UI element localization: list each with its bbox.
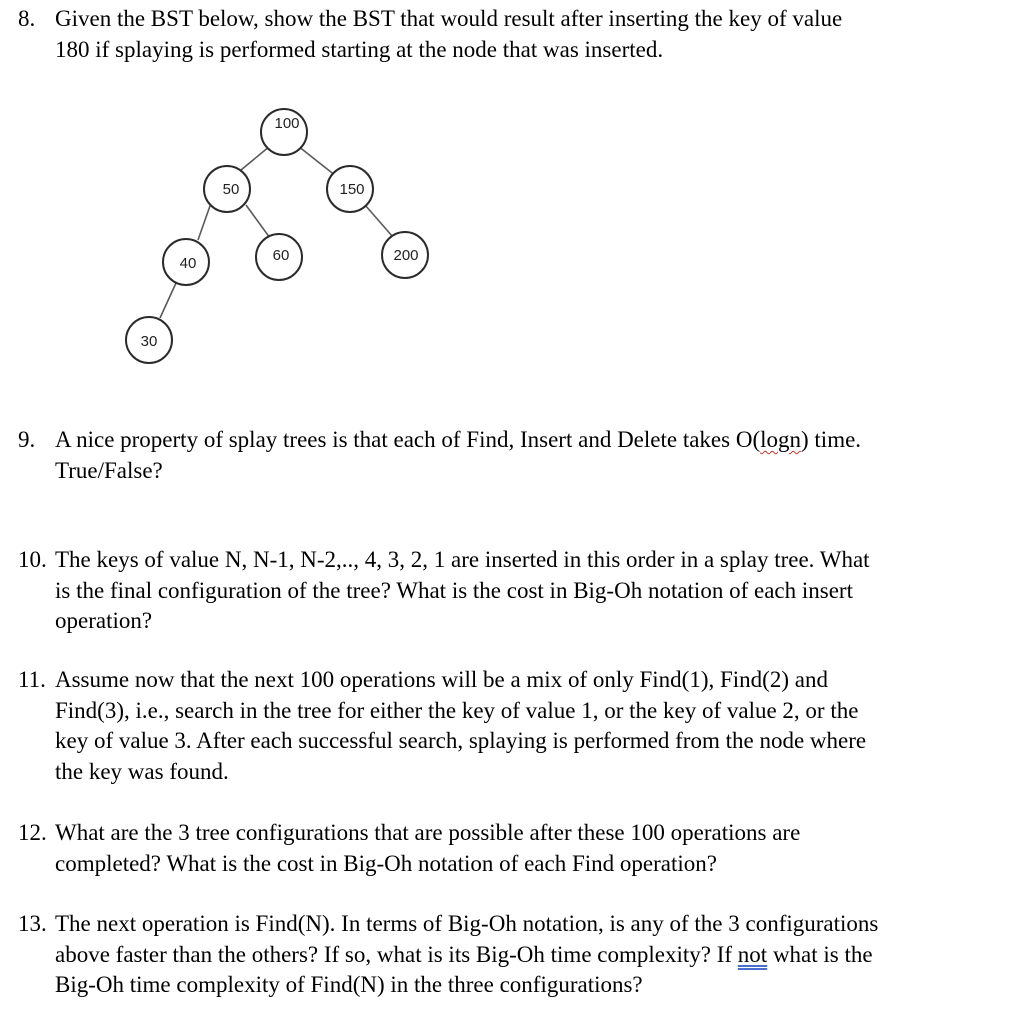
question-text bbox=[55, 818, 1008, 879]
tree-node-label: 30 bbox=[140, 333, 158, 350]
question-number: 8. bbox=[18, 6, 36, 31]
question-line: Find(3), i.e., search in the tree for either the key of value 1, or the key of value 2, or the bbox=[55, 697, 859, 723]
tree-node-label: 150 bbox=[339, 181, 365, 198]
question-line-part: A nice property of splay trees is that each of Find, Insert and Delete takes O( bbox=[55, 427, 761, 452]
question-line: is the final configuration of the tree? What is the cost in Big-Oh notation of each insert bbox=[55, 577, 853, 603]
question-text bbox=[55, 665, 1008, 787]
question-line: Given the BST below, show the BST that would result after inserting the key of value bbox=[55, 6, 843, 31]
question-line: The next operation is Find(N). In terms of Big-Oh notation, is any of the 3 configurations bbox=[55, 911, 879, 936]
tree-node-label: 60 bbox=[272, 247, 290, 264]
question-line: Big-Oh time complexity of Find(N) in the three configurations? bbox=[55, 972, 643, 997]
edge-40-30 bbox=[160, 283, 176, 318]
tree-node-label: 50 bbox=[222, 181, 240, 198]
question-11 bbox=[18, 665, 1008, 787]
question-line bbox=[55, 425, 1008, 456]
question-line: Assume now that the next 100 operations will be a mix of only Find(1), Find(2) and bbox=[55, 667, 828, 692]
question-number: 11. bbox=[18, 667, 46, 692]
question-line-part: above faster than the others? If so, what is its Big-Oh time complexity? If bbox=[55, 941, 738, 967]
tree-node-label: 40 bbox=[179, 255, 197, 272]
tree-node-label: 200 bbox=[393, 247, 419, 264]
question-line bbox=[55, 940, 1008, 971]
question-line: key of value 3. After each successful search, splaying is performed from the node where bbox=[55, 728, 867, 753]
question-line: 180 if splaying is performed starting at the node that was inserted. bbox=[55, 36, 664, 62]
question-13 bbox=[18, 909, 1008, 1001]
question-text bbox=[55, 545, 1008, 637]
question-9 bbox=[18, 425, 1008, 486]
question-text bbox=[55, 909, 1008, 1001]
edge-100-50 bbox=[241, 146, 270, 170]
question-number: 13. bbox=[18, 911, 47, 936]
question-line: completed? What is the cost in Big-Oh notation of each Find operation? bbox=[55, 850, 717, 876]
question-line: the key was found. bbox=[55, 758, 229, 784]
grammar-marked-word[interactable]: not bbox=[737, 941, 768, 967]
edge-150-200 bbox=[365, 205, 393, 237]
edge-50-40 bbox=[198, 203, 211, 240]
question-number: 12. bbox=[18, 820, 47, 845]
question-line-part: ) time. bbox=[801, 427, 862, 452]
question-line: operation? bbox=[55, 608, 153, 633]
question-10 bbox=[18, 545, 1008, 637]
question-line: True/False? bbox=[55, 457, 163, 483]
question-number: 10. bbox=[18, 547, 47, 572]
question-line-part: what is the bbox=[767, 941, 873, 967]
tree-node-label: 100 bbox=[274, 115, 300, 132]
question-line: The keys of value N, N-1, N-2,.., 4, 3, 2, 1 are inserted in this order in a splay tree. What bbox=[55, 547, 870, 572]
edge-100-150 bbox=[298, 146, 336, 176]
spellcheck-marked-word[interactable]: logn bbox=[760, 427, 801, 452]
question-number: 9. bbox=[18, 427, 36, 452]
question-text bbox=[55, 425, 1008, 486]
question-line: What are the 3 tree configurations that are possible after these 100 operations are bbox=[55, 820, 801, 845]
question-12 bbox=[18, 818, 1008, 879]
edge-50-60 bbox=[246, 205, 270, 238]
